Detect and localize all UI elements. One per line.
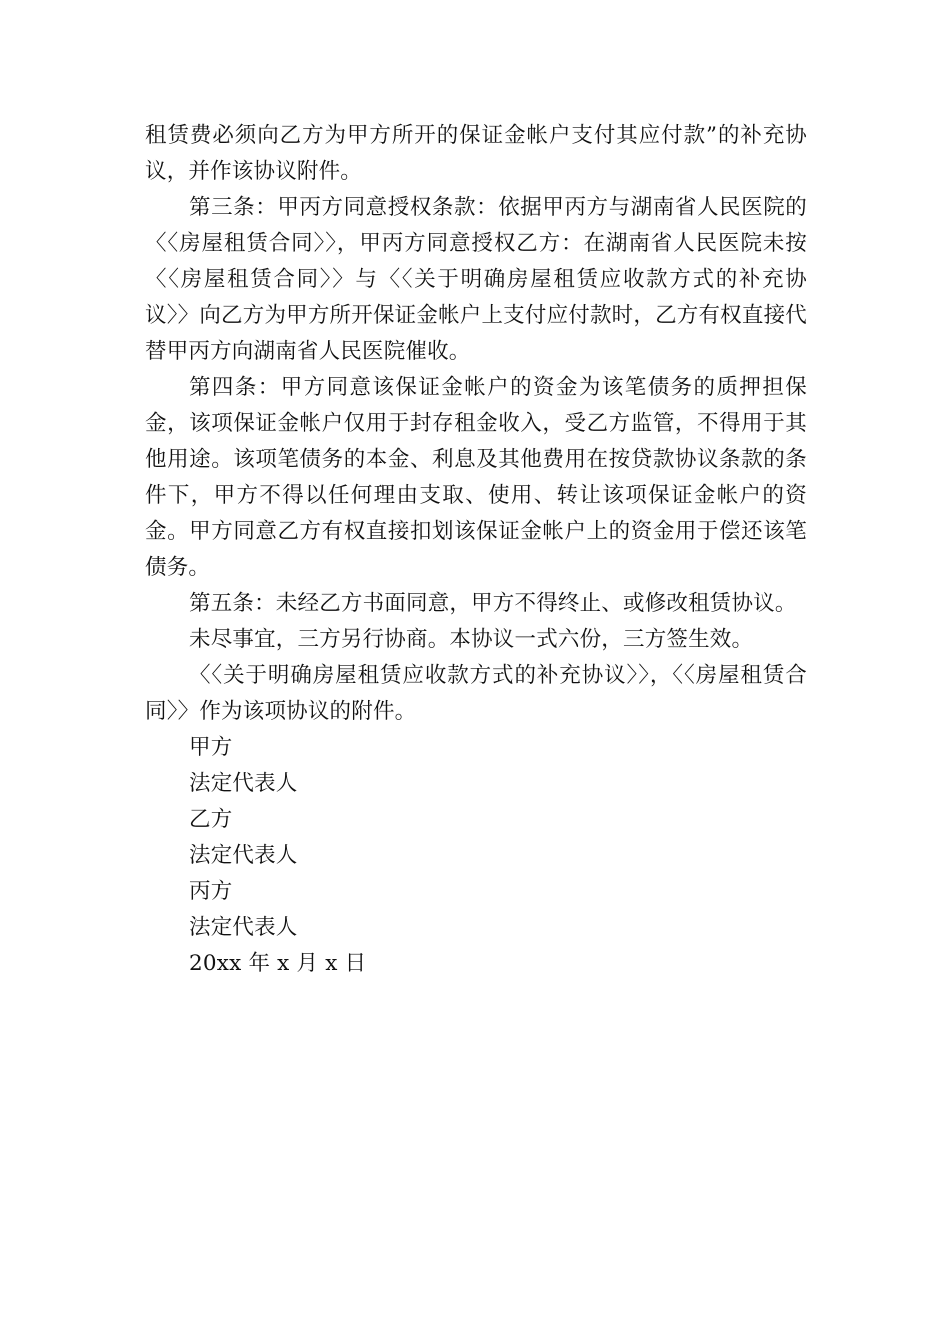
signature-party-b-representative: 法定代表人 bbox=[189, 843, 298, 868]
signature-date: 20xx 年 x 月 x 日 bbox=[189, 951, 367, 976]
signature-block bbox=[145, 730, 807, 982]
paragraph-article-5: 第五条：未经乙方书面同意，甲方不得终止、或修改租赁协议。 bbox=[189, 591, 797, 616]
signature-party-c-representative: 法定代表人 bbox=[189, 915, 298, 940]
paragraph-continuation: 租赁费必须向乙方为甲方所开的保证金帐户支付其应付款”的补充协议，并作该协议附件。 bbox=[145, 123, 807, 184]
document-body bbox=[145, 118, 807, 982]
signature-party-c: 丙方 bbox=[189, 879, 233, 904]
signature-party-a: 甲方 bbox=[189, 735, 233, 760]
signature-party-b: 乙方 bbox=[189, 807, 233, 832]
paragraph-article-4: 第四条：甲方同意该保证金帐户的资金为该笔债务的质押担保金，该项保证金帐户仅用于封存租金收入，受乙方监管，不得用于其他用途。该项笔债务的本金、利息及其他费用在按贷款协议条款的条件下，甲方不得以任何理由支取、使用、转让该项保证金帐户的资金。甲方同意乙方有权直接扣划该保证金帐户上的资金用于偿还该笔债务。 bbox=[145, 375, 807, 580]
signature-party-a-representative: 法定代表人 bbox=[189, 771, 298, 796]
paragraph-attachments: 〈〈关于明确房屋租赁应收款方式的补充协议〉〉，〈〈房屋租赁合同〉〉作为该项协议的附件。 bbox=[145, 663, 807, 724]
paragraph-misc: 未尽事宜，三方另行协商。本协议一式六份，三方签生效。 bbox=[189, 627, 754, 652]
paragraph-article-3: 第三条：甲丙方同意授权条款：依据甲丙方与湖南省人民医院的〈〈房屋租赁合同〉〉，甲丙方同意授权乙方：在湖南省人民医院未按〈〈房屋租赁合同〉〉与〈〈关于明确房屋租赁应收款方式的补充协议〉〉向乙方为甲方所开保证金帐户上支付应付款时，乙方有权直接代替甲丙方向湖南省人民医院催收。 bbox=[145, 195, 807, 364]
